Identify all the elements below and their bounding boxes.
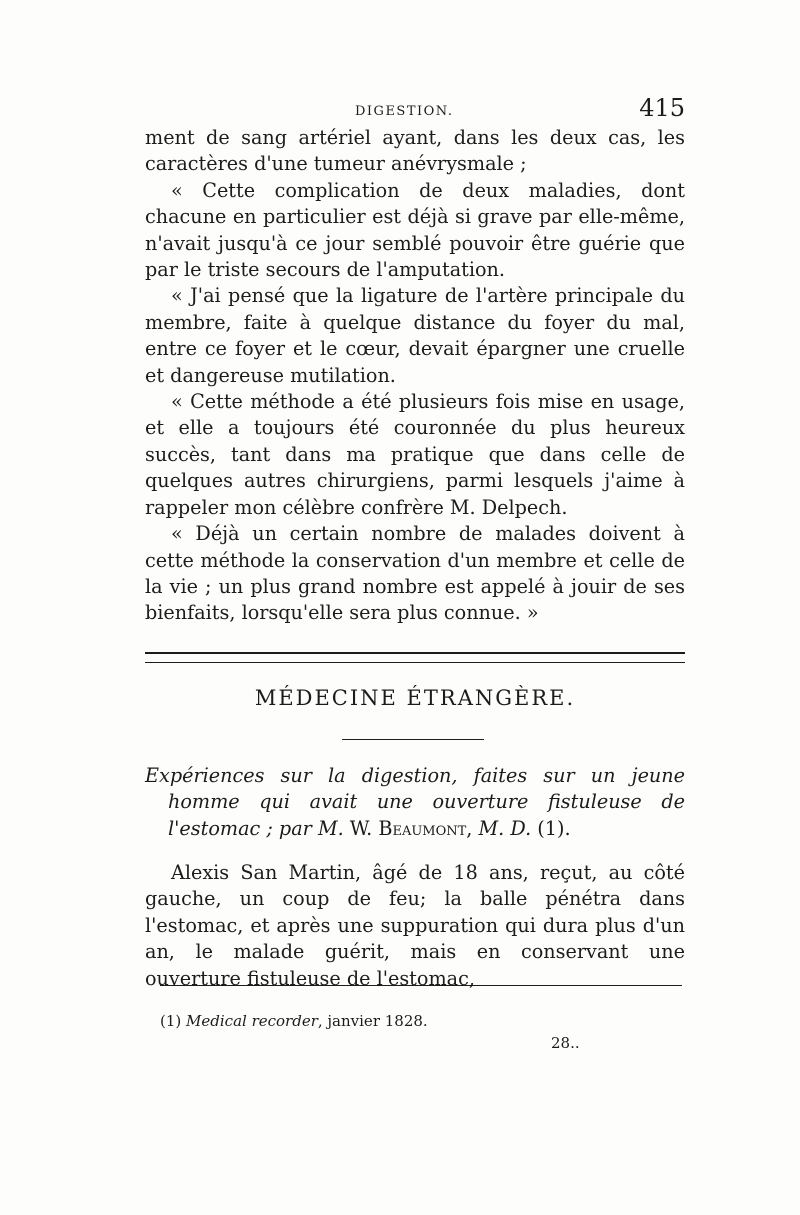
footnote-ref: (1). — [537, 816, 571, 840]
author-prefix: M. — [317, 816, 344, 840]
section-divider — [145, 652, 685, 663]
footnote — [160, 1012, 428, 1030]
page-number: 415 — [639, 94, 685, 122]
paragraph: « Cette méthode a été plusieurs fois mise en usage, et elle a toujours été couronnée du plus heureux succès, tant dans ma pratique que dans celle de quelques autres chirurgiens, parmi lesquels j'aime à rappeler mon célèbre confrère M. Delpech. — [145, 390, 685, 519]
article-title-text: Expériences sur la digestion, faites sur un jeune homme qui avait une ouverture fistuleuse de l'estomac ; par — [145, 764, 685, 840]
paragraph: Alexis San Martin, âgé de 18 ans, reçut, au côté gauche, un coup de feu; la balle pénétra dans l'estomac, et après une suppuration qui dura plus d'un an, le malade guérit, mais en conservant une ouverture fistuleuse de l'estomac, — [145, 861, 685, 990]
article-title — [145, 763, 685, 842]
page-header — [145, 92, 685, 128]
running-title: DIGESTION. — [355, 104, 454, 119]
footnote-marker: (1) — [160, 1012, 182, 1030]
footnote-source: Medical recorder — [186, 1012, 318, 1030]
paragraph: « Déjà un certain nombre de malades doivent à cette méthode la conservation d'un membre et celle de la vie ; un plus grand nombre est appelé à jouir de ses bienfaits, lorsqu'elle sera plus connue. » — [145, 522, 685, 625]
title-underline — [342, 739, 484, 740]
footnote-divider — [160, 985, 682, 986]
section-title: MÉDECINE ÉTRANGÈRE. — [254, 686, 576, 710]
signature-mark: 28.. — [551, 1034, 580, 1052]
footnote-date: , janvier 1828. — [317, 1012, 428, 1030]
paragraph: « J'ai pensé que la ligature de l'artère principale du membre, faite à quelque distance du foyer du mal, entre ce foyer et le cœur, devait épargner une cruelle et dangereuse mutilation. — [145, 284, 685, 387]
article-body — [145, 860, 685, 992]
paragraph: « Cette complication de deux maladies, dont chacune en particulier est déjà si grave par elle-même, n'avait jusqu'à ce jour semblé pouvoir être guérie que par le triste secours de l'amputation. — [145, 178, 685, 282]
author-name: W. Beaumont, — [349, 816, 473, 840]
paragraph: ment de sang artériel ayant, dans les deux cas, les caractères d'une tumeur anévrysmale ; — [145, 126, 685, 176]
author-suffix: M. D. — [478, 816, 532, 840]
body-text — [145, 125, 685, 627]
